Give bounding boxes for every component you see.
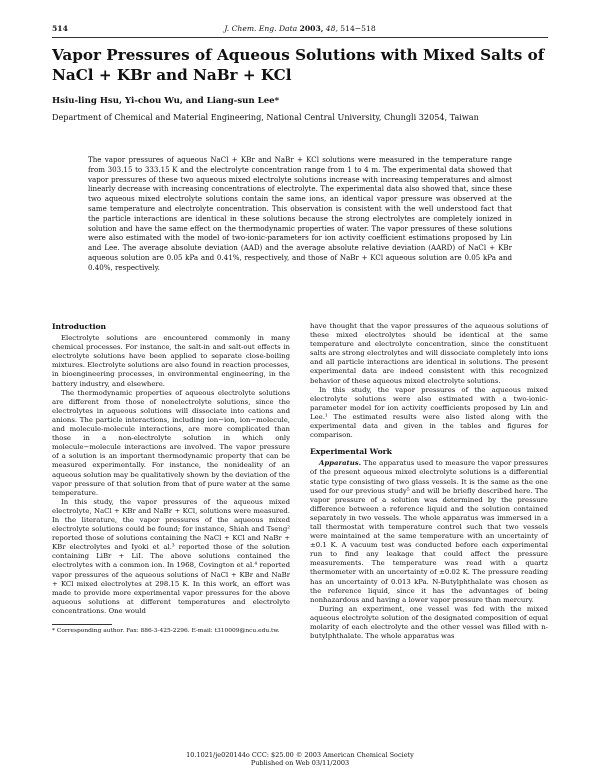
section-heading-introduction: Introduction [52, 322, 107, 331]
author-list: Hsiu-ling Hsu, Yi-chou Wu, and Liang-sun Lee* [52, 96, 280, 106]
left-column [52, 322, 290, 635]
section-heading-experimental-work: Experimental Work [310, 447, 392, 457]
paragraph: Electrolyte solutions are encountered commonly in many chemical processes. For instance, the salt-in and salt-out effects in electrolyte solutions have been applied to separate close-boiling mixtures. Electrolyte solutions are also found in reaction processes, in bioengineering processes, in environmental engineering, in the battery industry, and elsewhere. [52, 334, 290, 388]
right-column [310, 322, 548, 641]
corresponding-author-footnote: * Corresponding author. Fax: 886-3-425-2296. E-mail: t310009@ncu.edu.tw. [52, 628, 280, 634]
running-header [52, 24, 548, 36]
paragraph: In this study, the vapor pressures of the aqueous mixed electrolyte solutions were also estimated with a two-ionic-parameter model for ion activity coefficients proposed by Lin and Lee.¹ The estimated results were also listed along with the experimental data and given in the tables and figures for comparison. [310, 385, 548, 440]
footnote-divider [52, 624, 112, 625]
paragraph: have thought that the vapor pressures of the aqueous solutions of these mixed electrolytes should be identical at the same temperature and electrolyte concentration, since the constituent salts are strong electrolytes and will dissociate completely into ions and all particle interactions are identical in solutions. The present experimental data are indeed consistent with this recognized behavior of these aqueous mixed electrolyte solutions. [310, 322, 548, 385]
header-divider [52, 37, 548, 38]
article-title: Vapor Pressures of Aqueous Solutions with Mixed Salts of NaCl + KBr and NaBr + KCl [52, 46, 545, 84]
abstract: The vapor pressures of aqueous NaCl + KBr and NaBr + KCl solutions were measured in the temperature range from 303.15 to 333.15 K and the electrolyte concentration range from 1 to 4 m. The experimental data showed that vapor pressures of these two aqueous mixed electrolyte solutions increase with increasing temperatures and almost linearly decrease with increasing concentrations of electrolyte. The experimental data also showed that, since these two aqueous mixed electrolyte solutions contain the same ions, an identical vapor pressure was observed at the same temperature and electrolyte concentration. This observation is consistent with the well understood fact that the particle interactions are identical in these solutions because the strong electrolytes are completely ionized in solution and have the same effect on the thermodynamic properties of water. The vapor pressures of these solutions were also estimated with the model of two-ionic-parameters for ion activity coefficient estimations proposed by Lin and Lee. The average absolute deviation (AAD) and the average absolute relative deviation (AARD) of NaCl + KBr aqueous solution are 0.05 kPa and 0.41%, respectively, and those of NaBr + KCl aqueous solution are 0.05 kPa and 0.40%, respectively. [88, 155, 512, 272]
journal-citation [52, 24, 548, 33]
paragraph: The thermodynamic properties of aqueous electrolyte solutions are different from those of nonelectrolyte solutions, since the electrolytes in aqueous solutions will dissociate into cations and anions. The particle interactions, including ion−ion, ion−molecule, and molecule-molecule interactions, are more complicated than those in a non-electrolyte solution in which only molecule−molecule interactions are involved. The vapor pressure of a solution is an important thermodynamic property that can be measured experimentally. For instance, the nonideality of an aqueous solution may be qualitatively shown by the deviation of the vapor pressure of that solution from that of pure water at the same temperature. [52, 388, 290, 497]
doi-copyright: 10.1021/je020144o CCC: $25.00 © 2003 American Chemical Society [186, 751, 414, 759]
page-number: 514 [52, 24, 68, 33]
journal-year: 2003, [299, 24, 324, 33]
journal-volume: 48, [325, 24, 338, 33]
affiliation: Department of Chemical and Material Engineering, National Central University, Chungli 32054, Taiwan [52, 112, 479, 122]
page-footer [52, 751, 548, 767]
journal-pages: 514−518 [340, 24, 376, 33]
paragraph: During an experiment, one vessel was fed with the mixed aqueous electrolyte solution of the designated composition of equal molarity of each electrolyte and the other vessel was filled with n-butylphthalate. The whole apparatus was [310, 604, 548, 641]
paragraph: In this study, the vapor pressures of the aqueous mixed electrolyte, NaCl + KBr and NaBr + KCl, solutions were measured. In the literature, the vapor pressures of the aqueous mixed electrolyte solutions could be found; for instance, Shiah and Tseng² reported those of solutions containing the NaCl + KCl and NaBr + KBr electrolytes and Iyoki et al.³ reported those of the solution containing LiBr + LiI. The above solutions contained the electrolytes with a common ion. In 1968, Covington et al.⁴ reported vapor pressures of the aqueous solutions of NaCl + KBr and NaBr + KCl mixed electrolytes at 298.15 K. In this work, an effort was made to provide more experimental vapor pressures for the above aqueous solutions at different temperatures and electrolyte concentrations. One would [52, 497, 290, 615]
apparatus-text: The apparatus used to measure the vapor pressures of the present aqueous mixed electrolyte solutions is a differential static type consisting of two glass vessels. It is the same as the one used for our previous study⁵ and will be briefly described here. The vapor pressure of a solution was determined by the pressure difference between a reference liquid and the solution contained separately in two vessels. The whole apparatus was immersed in a tall thermostat with temperature control such that two vessels were maintained at the same temperature with an uncertainty of ±0.1 K. A vacuum test was conducted before each experimental run to find any leakage that could affect the pressure measurements. The temperature was read with a quartz thermometer with an uncertainty of ±0.02 K. The pressure reading has an uncertainty of 0.013 kPa. N-Butylphthalate was chosen as the reference liquid, since it has the advantages of being nonhazardous and having a lower vapor pressure than mercury. [310, 459, 548, 604]
paragraph-apparatus [310, 459, 548, 605]
journal-name: J. Chem. Eng. Data [224, 24, 298, 33]
publication-date: Published on Web 03/11/2003 [250, 759, 350, 767]
subheading-apparatus: Apparatus. [319, 459, 362, 468]
